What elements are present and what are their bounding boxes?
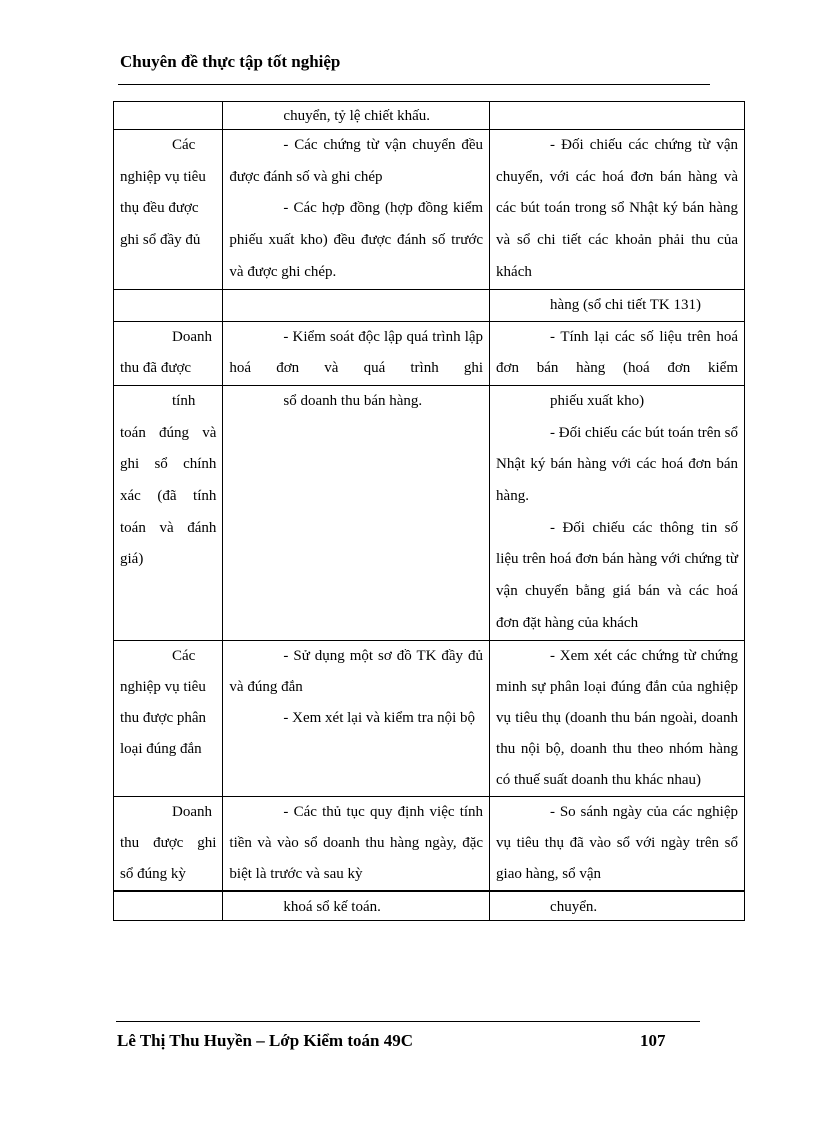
table-row [114, 796, 745, 891]
cell-text: toán đúng và [120, 424, 217, 441]
table-cell [223, 130, 490, 290]
table-row [114, 891, 745, 921]
table-cell [114, 891, 223, 921]
table-row [114, 102, 745, 130]
cell-text: chuyển. [550, 898, 598, 915]
cell-text: thu được ghi [120, 834, 217, 851]
audit-control-table [113, 101, 745, 921]
table-cell [490, 130, 745, 290]
cell-text: - Các hợp đồng (hợp đồng kiểm phiếu xuất kho) đều được đánh số trước và được ghi chép. [229, 200, 484, 280]
cell-text: - Xem xét lại và kiểm tra nội bộ [283, 709, 476, 726]
cell-text: - Kiểm soát độc lập quá trình lập hoá đơn và quá trình ghi [229, 328, 484, 377]
table-row [114, 385, 745, 640]
table-cell [223, 385, 490, 640]
cell-text: - Tính lại các số liệu trên hoá đơn bán hàng (hoá đơn kiểm [496, 328, 738, 377]
page-header-title: Chuyên đề thực tập tốt nghiệp [120, 52, 341, 71]
table-cell [223, 640, 490, 796]
cell-text: tính [172, 392, 196, 409]
cell-text: sổ đúng kỳ [120, 865, 186, 882]
table-cell [114, 321, 223, 385]
table-cell [490, 640, 745, 796]
cell-text: toán và đánh [120, 519, 217, 536]
table-cell [223, 796, 490, 891]
table-cell [490, 321, 745, 385]
page-number: 107 [640, 1031, 666, 1050]
cell-text: loại đúng đắn [120, 740, 202, 757]
cell-text: xác (đã tính [120, 488, 217, 505]
cell-text: - Các chứng từ vận chuyển đều được đánh số và ghi chép [229, 137, 484, 185]
table-cell [223, 289, 490, 321]
cell-text: nghiệp vụ tiêu [120, 678, 206, 695]
table-cell [223, 891, 490, 921]
cell-text: giá) [120, 551, 144, 568]
table-cell [114, 385, 223, 640]
table-cell [223, 321, 490, 385]
table-cell [114, 289, 223, 321]
table-cell [114, 102, 223, 130]
cell-text: ghi sổ đầy đủ [120, 232, 201, 249]
cell-text: - Đối chiếu các thông tin số liệu trên hoá đơn bán hàng với chứng từ vận chuyển bằng giá bán và các hoá đơn đặt hàng của khách [496, 519, 738, 631]
cell-text: khoá sổ kế toán. [283, 898, 381, 915]
header-rule [118, 84, 710, 85]
table-row [114, 321, 745, 385]
table-row [114, 289, 745, 321]
cell-text: phiếu xuất kho) [550, 392, 645, 409]
cell-text: thu đã được [120, 360, 192, 377]
cell-text: thụ đều được [120, 200, 199, 217]
cell-text: Doanh [172, 328, 212, 345]
table-cell [490, 289, 745, 321]
footer-rule [116, 1021, 700, 1022]
table-cell [490, 385, 745, 640]
cell-text: - Các thủ tục quy định việc tính tiền và vào sổ doanh thu hàng ngày, đặc biệt là trước và sau kỳ [229, 803, 484, 882]
cell-text: - Sử dụng một sơ đồ TK đầy đủ và đúng đắn [229, 647, 484, 695]
cell-text: Các [172, 647, 196, 664]
table-cell [114, 130, 223, 290]
cell-text: thu được phân [120, 709, 207, 726]
table-cell [490, 891, 745, 921]
table-row [114, 640, 745, 796]
table-row [114, 130, 745, 290]
cell-text: - Xem xét các chứng từ chứng minh sự phân loại đúng đắn của nghiệp vụ tiêu thụ (doanh thu bán ngoài, doanh thu nội bộ, doanh thu theo nhóm hàng có thuế suất doanh thu khác nhau) [496, 647, 738, 788]
table-cell [490, 796, 745, 891]
cell-text: - Đối chiếu các bút toán trên sổ Nhật ký bán hàng với các hoá đơn bán hàng. [496, 424, 738, 505]
table-cell [490, 102, 745, 130]
footer-author: Lê Thị Thu Huyền – Lớp Kiểm toán 49C [117, 1031, 413, 1050]
cell-text: Các [172, 137, 196, 153]
cell-text: Doanh [172, 803, 212, 820]
table-cell [223, 102, 490, 130]
cell-text: nghiệp vụ tiêu [120, 168, 206, 185]
cell-text: - So sánh ngày của các nghiệp vụ tiêu thụ đã vào sổ với ngày trên sổ giao hàng, sổ vận [496, 803, 738, 882]
cell-text: - Đối chiếu các chứng từ vận chuyển, với các hoá đơn bán hàng và các bút toán trong sổ Nhật ký bán hàng và sổ chi tiết các khoản phải thu của khách [496, 137, 738, 280]
table-cell [114, 796, 223, 891]
cell-text: hàng (sổ chi tiết TK 131) [550, 296, 701, 313]
cell-text: sổ doanh thu bán hàng. [283, 392, 423, 409]
cell-text: ghi sổ chính [120, 456, 217, 473]
table-cell [114, 640, 223, 796]
cell-text: chuyển, tỷ lệ chiết khấu. [283, 108, 431, 124]
